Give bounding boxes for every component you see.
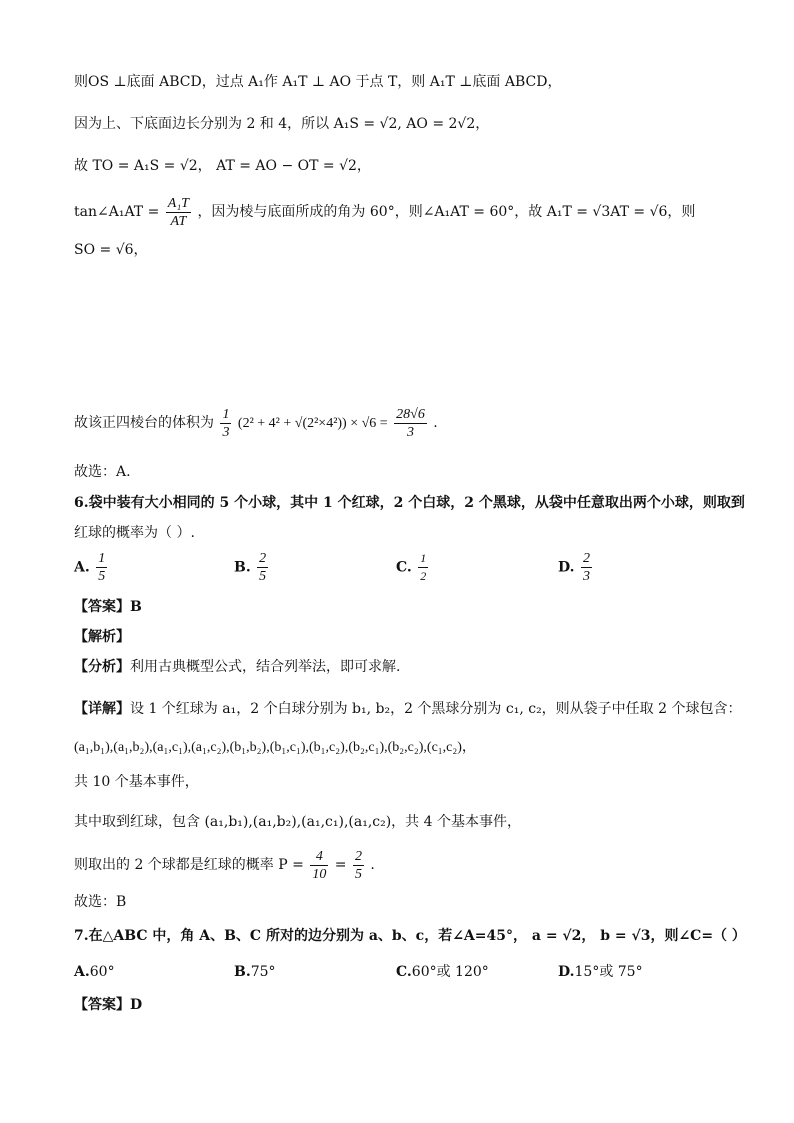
q6-detail-line-4: 其中取到红球，包含 (a₁,b₁),(a₁,b₂),(a₁,c₁),(a₁,c₂)，共 4 个基本事件，: [74, 814, 521, 830]
q7-option-c: [396, 962, 489, 982]
q7-option-d-text: 15°或 75°: [574, 964, 643, 980]
q6-option-a-denominator: 5: [98, 569, 106, 584]
q6-probability-fraction-1-denominator: 10: [312, 866, 327, 882]
q6-probability-period: .: [370, 857, 375, 873]
volume-line: [74, 404, 754, 443]
q6-probability-fraction-1-numerator: 4: [310, 848, 328, 866]
q6-option-d-numerator: 2: [582, 551, 590, 566]
q7-answer-tag: 【答案】: [74, 996, 130, 1012]
volume-fraction-1-denominator: 3: [222, 424, 230, 440]
volume-fraction-1: [220, 406, 231, 441]
q6-option-c-label: C.: [396, 559, 412, 576]
q7-option-b: [234, 962, 276, 982]
q6-fenxi-line: [74, 656, 754, 677]
q6-option-c-fraction: [418, 550, 428, 585]
volume-expression: (2² + 4² + √(2²×4²)) × √6 =: [237, 416, 388, 431]
q6-option-c-numerator: 1: [418, 550, 428, 568]
solution-line-5: SO = √6，: [74, 242, 148, 258]
q6-detail-line-3: 共 10 个基本事件，: [74, 774, 199, 790]
volume-period: .: [433, 415, 438, 431]
volume-fraction-1-numerator: 1: [222, 406, 230, 422]
q6-probability-fraction-2: [353, 848, 364, 883]
q6-answer-value: B: [130, 599, 142, 615]
q6-option-c: [396, 550, 430, 585]
volume-fraction-2: [394, 406, 427, 441]
q6-probability-fraction-2-denominator: 5: [354, 866, 362, 882]
q7-stem-text: 7.在△ABC 中，角 A、B、C 所对的边分别为 a、b、c，若∠A=45°， a = √2， b = √3，则∠C=（ ）: [74, 928, 746, 944]
q6-probability-equals: =: [334, 857, 347, 873]
q6-option-b-label: B.: [234, 559, 251, 576]
volume-fraction-2-denominator: 3: [407, 424, 414, 440]
q6-option-b-denominator: 5: [259, 569, 267, 584]
q7-stem: [74, 926, 754, 946]
q6-fenxi-tag: 【分析】: [74, 658, 130, 674]
q6-option-d-denominator: 3: [582, 569, 590, 584]
q6-option-b-fraction: [257, 550, 268, 585]
q6-detail-line-2: (a₁,b₁),(a₁,b₂),(a₁,c₁),(a₁,c₂),(b₁,b₂),(b₁,c₁),(b₁,c₂),(b₂,c₁),(b₂,c₂),(c₁,c₂)，: [74, 740, 476, 755]
q6-option-a-numerator: 1: [98, 551, 106, 566]
q6-option-c-denominator: 2: [420, 569, 427, 583]
q6-stem-line-1: 6.袋中装有大小相同的 5 个小球，其中 1 个红球，2 个白球，2 个黑球，从袋中任意取出两个小球，则取到: [74, 495, 745, 511]
volume-label: 故该正四棱台的体积为: [74, 415, 214, 431]
q6-probability-fraction-2-numerator: 2: [354, 848, 362, 864]
q6-probability-fraction-1: [310, 848, 328, 883]
solution-line-2: 因为上、下底面边长分别为 2 和 4，所以 A₁S = √2, AO = 2√2，: [74, 116, 490, 132]
q7-option-a-text: 60°: [89, 964, 115, 980]
q6-answer-tag: 【答案】: [74, 598, 130, 614]
q6-option-a-label: A.: [74, 559, 90, 576]
q7-option-d-label: D.: [558, 964, 575, 980]
q7-option-b-label: B.: [234, 964, 251, 980]
volume-fraction-2-numerator: 28√6: [396, 406, 425, 422]
solution-line-4-rest: ，因为棱与底面所成的角为 60°，则∠A₁AT = 60°，故 A₁T = √3AT = √6，则: [197, 204, 696, 220]
q6-option-a: [74, 550, 109, 585]
q7-option-c-text: 60°或 120°: [411, 964, 489, 980]
q7-option-b-text: 75°: [250, 964, 276, 980]
tan-fraction-denominator: AT: [170, 213, 187, 229]
q7-answer-line: [74, 994, 754, 1015]
tan-fraction: [166, 195, 191, 230]
q6-probability-label: 则取出的 2 个球都是红球的概率 P =: [74, 857, 304, 873]
q6-option-b-numerator: 2: [259, 551, 267, 566]
q6-detail-text-1: 设 1 个红球为 a₁，2 个白球分别为 b₁, b₂，2 个黑球分别为 c₁, c₂，则从袋子中任取 2 个球包含：: [130, 701, 742, 717]
q6-analysis-tag: 【解析】: [74, 628, 130, 644]
tan-fraction-numerator: A₁T: [167, 195, 189, 211]
tan-expression: tan∠A₁AT =: [74, 204, 160, 220]
q6-detail-line-5: [74, 846, 754, 884]
q7-option-a-label: A.: [74, 964, 90, 980]
q6-choice-line: 故选：B: [74, 894, 127, 910]
q6-option-d-label: D.: [558, 559, 575, 576]
q6-detail-tag: 【详解】: [74, 700, 130, 716]
q7-option-a: [74, 962, 115, 982]
solution-line-1: 则OS ⊥底面 ABCD，过点 A₁作 A₁T ⊥ AO 于点 T，则 A₁T ⊥底面 ABCD，: [74, 74, 562, 90]
q6-answer-line: [74, 596, 754, 617]
q6-analysis-line: [74, 626, 754, 647]
q6-fenxi-text: 利用古典概型公式，结合列举法，即可求解.: [130, 659, 401, 675]
q6-stem-line-2: 红球的概率为（ ）.: [74, 525, 195, 541]
q6-option-d-fraction: [581, 550, 592, 585]
q7-option-c-label: C.: [396, 964, 412, 980]
q6-option-d: [558, 550, 594, 585]
q7-answer-value: D: [130, 997, 143, 1013]
q6-option-b: [234, 550, 270, 585]
solution-line-4: [74, 194, 754, 230]
solution-line-3: 故 TO = A₁S = √2， AT = AO − OT = √2，: [74, 158, 371, 174]
q6-detail-line-1: [74, 698, 754, 719]
q7-option-d: [558, 962, 643, 982]
q6-option-a-fraction: [96, 550, 107, 585]
choice-line-5: 故选：A.: [74, 464, 131, 480]
